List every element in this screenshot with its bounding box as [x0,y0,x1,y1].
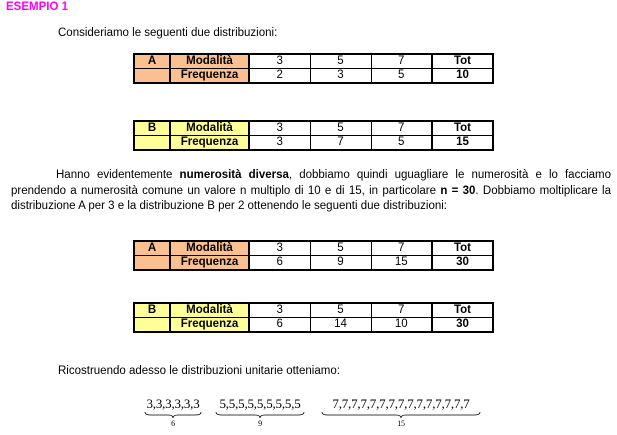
table-row-modalita [134,121,493,136]
table-cell: 5 [310,303,371,318]
frequenza-header: Frequenza [170,69,249,84]
frequenza-header: Frequenza [170,256,249,271]
distribution-table-b-scaled [133,302,494,333]
table-cell: 7 [371,121,432,136]
table-cell: 6 [249,256,310,271]
total-value: 15 [432,136,493,151]
tot-header: Tot [432,121,493,136]
table-cell: 3 [249,241,310,256]
table-cell: 7 [371,54,432,69]
tot-header: Tot [432,54,493,69]
table-cell: 3 [249,303,310,318]
table-cell: 5 [310,54,371,69]
modalita-header: Modalità [170,303,249,318]
explanation-paragraph [11,168,611,215]
table-label-empty [134,256,170,271]
total-value: 30 [432,318,493,333]
table-label-empty [134,136,170,151]
modalita-header: Modalità [170,241,249,256]
table-label: A [134,241,170,256]
distribution-table-a-scaled [133,240,494,271]
unit-sequence-3 [142,396,204,428]
table-cell: 3 [249,136,310,151]
table-cell: 5 [371,69,432,84]
reconstruction-text: Ricostruendo adesso le distribuzioni unitarie otteniamo: [58,365,340,377]
table-label: B [134,303,170,318]
table-cell: 3 [249,121,310,136]
table-row-modalita [134,241,493,256]
table-cell: 14 [310,318,371,333]
frequenza-header: Frequenza [170,318,249,333]
sequence-values: 3,3,3,3,3,3 [146,396,200,411]
distribution-table-a [133,53,494,84]
tot-header: Tot [432,303,493,318]
table-cell: 7 [371,241,432,256]
underbrace-icon [144,412,202,419]
table-cell: 6 [249,318,310,333]
unit-sequence-5 [214,396,306,428]
paragraph-bold: numerosità diversa [179,169,289,181]
total-value: 10 [432,69,493,84]
table-cell: 5 [310,121,371,136]
table-cell: 7 [371,303,432,318]
sequence-count: 9 [258,419,262,428]
table-cell: 2 [249,69,310,84]
distribution-table-b [133,120,494,151]
table-row-frequenza [134,69,493,84]
table-cell: 3 [310,69,371,84]
total-value: 30 [432,256,493,271]
intro-text: Consideriamo le seguenti due distribuzioni: [58,27,278,39]
table-cell: 7 [310,136,371,151]
sequence-values: 5,5,5,5,5,5,5,5,5 [219,396,301,411]
example-title: ESEMPIO 1 [6,1,68,13]
paragraph-text: Hanno evidentemente [56,169,173,181]
modalita-header: Modalità [170,54,249,69]
sequence-count: 6 [171,419,175,428]
paragraph-text: . Dobbiamo moltiplicare la distribuzione A per 3 e la distribuzione B per 2 ottenendo le seguenti due distribuzioni: [11,184,611,212]
table-row-frequenza [134,136,493,151]
table-cell: 15 [371,256,432,271]
sequence-values: 7,7,7,7,7,7,7,7,7,7,7,7,7,7,7 [332,396,470,411]
underbrace-icon [215,412,305,419]
table-cell: 5 [371,136,432,151]
table-cell: 10 [371,318,432,333]
table-label: B [134,121,170,136]
table-row-frequenza [134,318,493,333]
sequence-count: 15 [397,419,405,428]
table-cell: 3 [249,54,310,69]
table-cell: 5 [310,241,371,256]
unit-sequence-7 [319,396,483,428]
table-label-empty [134,318,170,333]
modalita-header: Modalità [170,121,249,136]
table-row-frequenza [134,256,493,271]
table-cell: 9 [310,256,371,271]
tot-header: Tot [432,241,493,256]
paragraph-bold: n = 30 [440,184,476,197]
table-row-modalita [134,303,493,318]
frequenza-header: Frequenza [170,136,249,151]
table-label-empty [134,69,170,84]
table-row-modalita [134,54,493,69]
underbrace-icon [321,412,481,419]
table-label: A [134,54,170,69]
paragraph-text: , dobbiamo quindi uguagliare le numerosità e lo facciamo prendendo a numerosità comune un valore n multiplo di 10 e di 15, in particolare [11,169,612,197]
